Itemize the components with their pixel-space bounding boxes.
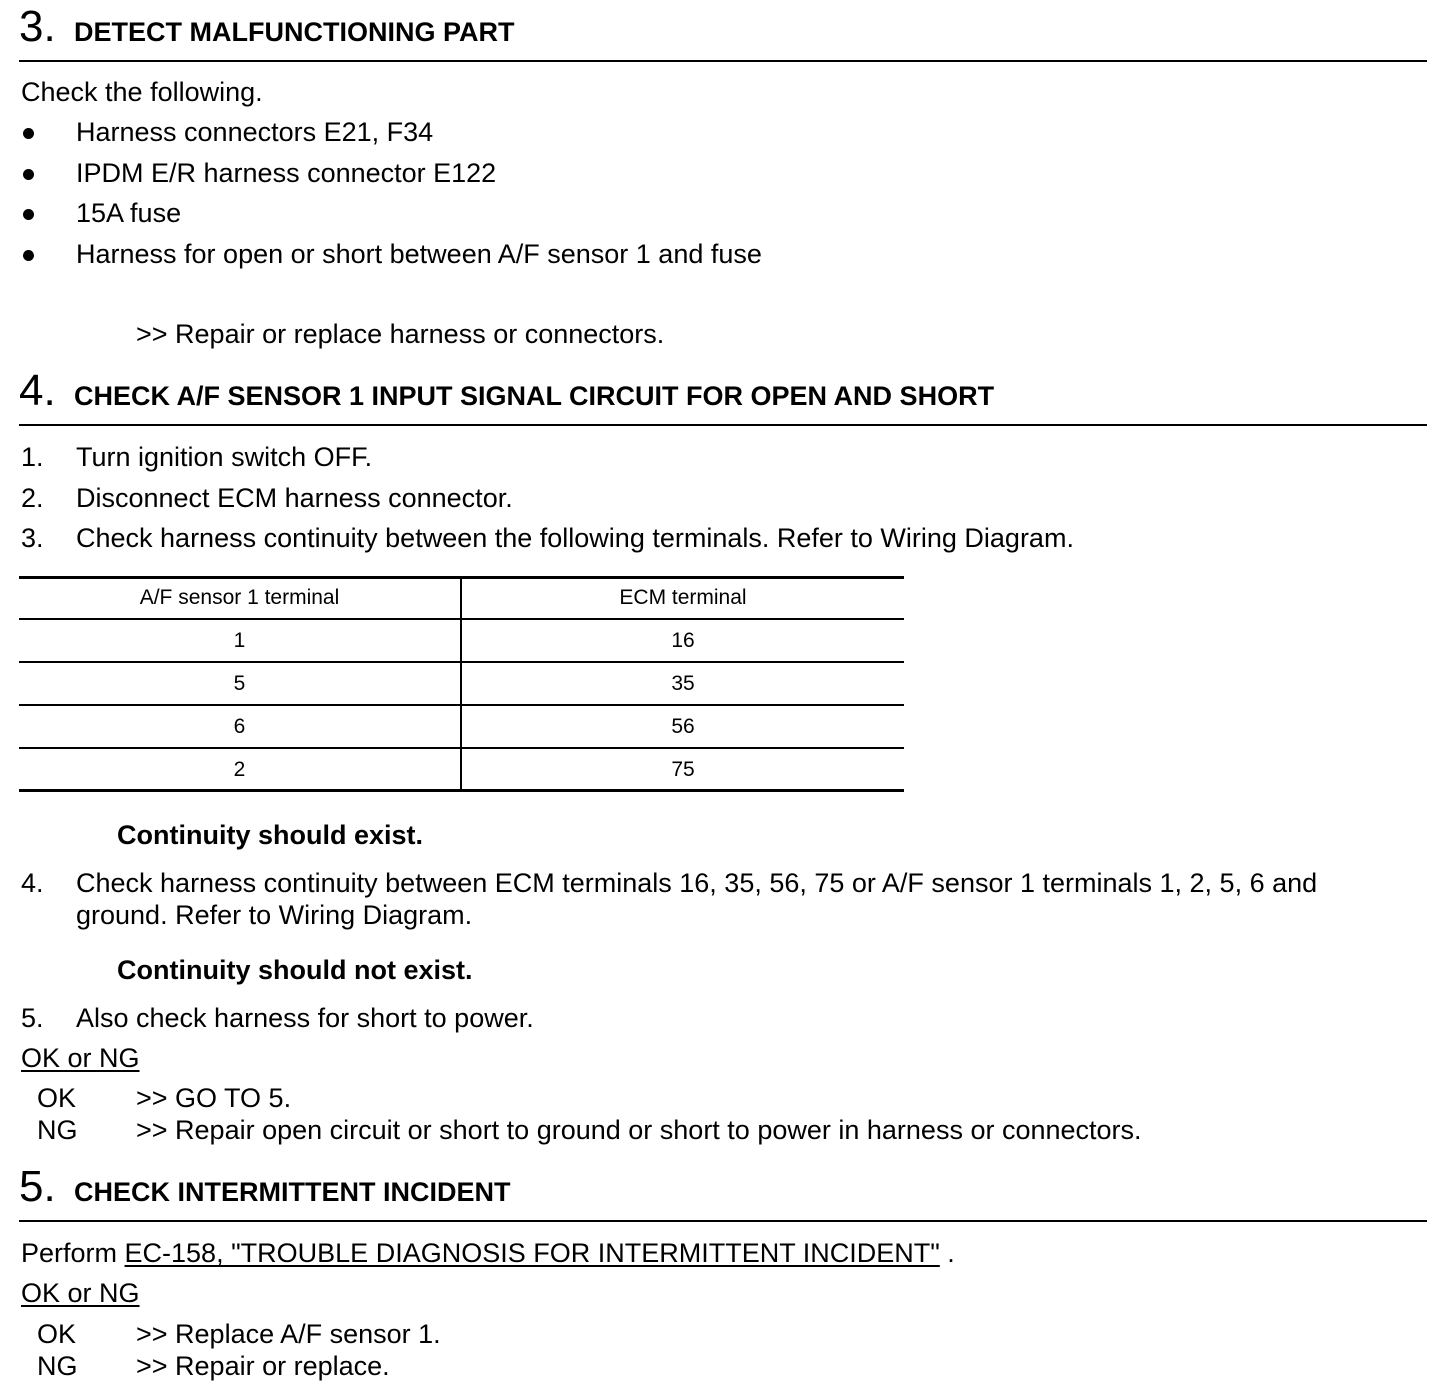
table-cell: 5 bbox=[233, 672, 246, 695]
step-4-number: 4. bbox=[19, 366, 56, 415]
step-5-number: 5. bbox=[19, 1162, 56, 1211]
step-5-perform-prefix: Perform bbox=[21, 1238, 125, 1268]
step-5-rule bbox=[19, 1220, 1427, 1222]
bullet-icon bbox=[23, 169, 34, 180]
step-5-title: CHECK INTERMITTENT INCIDENT bbox=[74, 1177, 511, 1207]
step-4-item-3-num: 3. bbox=[21, 523, 44, 553]
step-5-result-label: OK or NG bbox=[21, 1278, 140, 1308]
step-3-action: >> Repair or replace harness or connectors. bbox=[136, 319, 665, 349]
step-4-rule bbox=[19, 424, 1427, 426]
table-cell: 1 bbox=[233, 629, 246, 652]
table-cell: 16 bbox=[671, 629, 695, 652]
step-3-number: 3. bbox=[19, 2, 56, 51]
terminal-continuity-table bbox=[19, 576, 904, 792]
step-4-ok-label: OK bbox=[37, 1083, 77, 1113]
continuity-exist-note: Continuity should exist. bbox=[117, 820, 424, 850]
step-3-rule bbox=[19, 60, 1427, 62]
step-4-item-4-num: 4. bbox=[21, 868, 44, 898]
step-3-bullet-4: Harness for open or short between A/F sensor 1 and fuse bbox=[76, 239, 762, 269]
step-4-item-2-num: 2. bbox=[21, 483, 44, 513]
step-4-item-4-line-2: ground. Refer to Wiring Diagram. bbox=[76, 900, 473, 930]
step-3-bullet-3: 15A fuse bbox=[76, 198, 182, 228]
step-4-item-2-text: Disconnect ECM harness connector. bbox=[76, 483, 513, 513]
continuity-not-exist-note: Continuity should not exist. bbox=[117, 955, 473, 985]
step-4-item-5-num: 5. bbox=[21, 1003, 44, 1033]
step-5-ok-action: >> Replace A/F sensor 1. bbox=[136, 1319, 441, 1349]
step-4-ok-action: >> GO TO 5. bbox=[136, 1083, 292, 1113]
table-cell: 6 bbox=[233, 715, 246, 738]
bullet-icon bbox=[23, 209, 34, 220]
table-bottom-rule bbox=[19, 789, 904, 792]
step-3-bullet-2: IPDM E/R harness connector E122 bbox=[76, 158, 497, 188]
step-4-item-4-line-1: Check harness continuity between ECM terminals 16, 35, 56, 75 or A/F sensor 1 terminals 1, 2, 5, 6 and bbox=[76, 868, 1318, 898]
step-4-item-1-text: Turn ignition switch OFF. bbox=[76, 442, 373, 472]
step-4-item-1-num: 1. bbox=[21, 442, 44, 472]
step-3-title: DETECT MALFUNCTIONING PART bbox=[74, 17, 515, 47]
table-cell: 35 bbox=[671, 672, 695, 695]
bullet-icon bbox=[23, 250, 34, 261]
step-4-result-label: OK or NG bbox=[21, 1043, 140, 1073]
bullet-icon bbox=[23, 128, 34, 139]
step-5-perform-line bbox=[21, 1237, 955, 1269]
table-cell: 56 bbox=[671, 715, 695, 738]
step-4-ng-action: >> Repair open circuit or short to ground or short to power in harness or connectors. bbox=[136, 1115, 1142, 1145]
step-3-bullet-1: Harness connectors E21, F34 bbox=[76, 117, 434, 147]
step-4-item-5-text: Also check harness for short to power. bbox=[76, 1003, 534, 1033]
step-3-intro: Check the following. bbox=[21, 77, 263, 107]
intermittent-incident-link[interactable]: EC-158, "TROUBLE DIAGNOSIS FOR INTERMITTENT INCIDENT" bbox=[124, 1238, 940, 1268]
table-cell: 2 bbox=[233, 758, 246, 781]
table-cell: 75 bbox=[671, 758, 695, 781]
step-5-ng-label: NG bbox=[37, 1351, 78, 1381]
step-4-ng-label: NG bbox=[37, 1115, 78, 1145]
table-header-af-sensor: A/F sensor 1 terminal bbox=[139, 586, 340, 609]
step-5-perform-suffix: . bbox=[939, 1238, 955, 1268]
step-4-item-3-text: Check harness continuity between the following terminals. Refer to Wiring Diagram. bbox=[76, 523, 1074, 553]
step-5-ok-label: OK bbox=[37, 1319, 77, 1349]
table-header-ecm: ECM terminal bbox=[619, 586, 747, 609]
step-4-title: CHECK A/F SENSOR 1 INPUT SIGNAL CIRCUIT FOR OPEN AND SHORT bbox=[74, 381, 995, 411]
step-5-ng-action: >> Repair or replace. bbox=[136, 1351, 390, 1381]
